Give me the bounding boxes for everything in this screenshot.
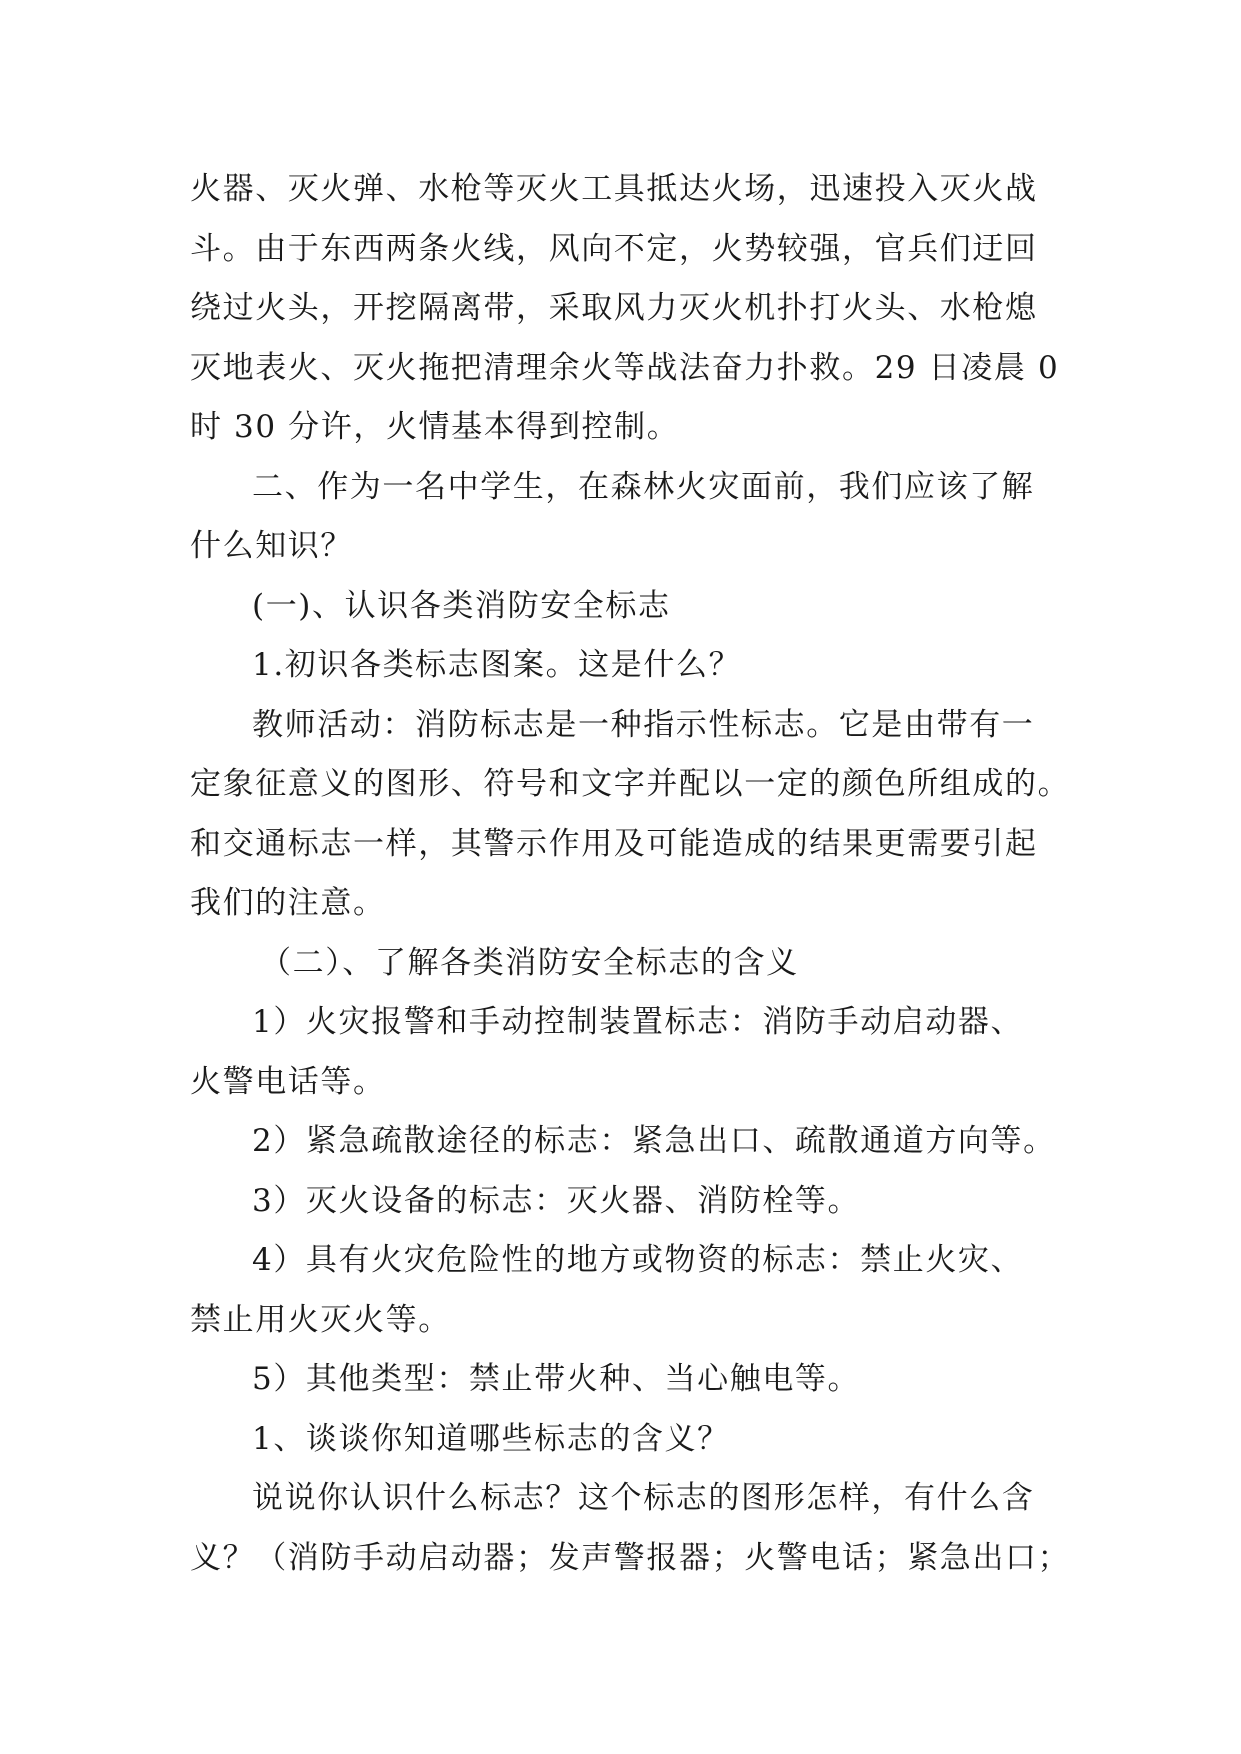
text-line: 教师活动：消防标志是一种指示性标志。它是由带有一 <box>252 706 1035 743</box>
text-line: 火器、灭火弹、水枪等灭火工具抵达火场，迅速投入灭火战 <box>190 171 1038 207</box>
list-item: 2）紧急疏散途径的标志：紧急出口、疏散通道方向等。 <box>252 1123 1056 1159</box>
list-item: 5）其他类型：禁止带火种、当心触电等。 <box>252 1361 861 1397</box>
text-line: 绕过火头，开挖隔离带，采取风力灭火机扑打火头、水枪熄 <box>190 290 1038 326</box>
list-item: 3）灭火设备的标志：灭火器、消防栓等。 <box>252 1182 861 1219</box>
text-line: 火警电话等。 <box>190 1063 386 1100</box>
document-body <box>190 160 1071 1588</box>
text-line: 1.初识各类标志图案。这是什么？ <box>252 647 742 683</box>
list-item: 1、谈谈你知道哪些标志的含义？ <box>252 1420 730 1457</box>
section-heading: 二、作为一名中学生，在森林火灾面前，我们应该了解 <box>252 468 1035 505</box>
text-line: 什么知识？ <box>190 528 353 564</box>
text-line: 和交通标志一样，其警示作用及可能造成的结果更需要引起 <box>190 825 1038 862</box>
list-item: 1）火灾报警和手动控制装置标志：消防手动启动器、 <box>252 1004 1024 1040</box>
subsection-heading: （二）、了解各类消防安全标志的含义 <box>260 944 799 981</box>
text-line: 时 30 分许，火情基本得到控制。 <box>190 409 680 445</box>
text-line: 斗。由于东西两条火线，风向不定，火势较强，官兵们迂回 <box>190 230 1038 267</box>
text-line: 说说你认识什么标志？这个标志的图形怎样，有什么含 <box>252 1480 1035 1516</box>
text-line: 灭地表火、灭火拖把清理余火等战法奋力扑救。29 日凌晨 0 <box>190 349 1060 386</box>
text-line: 定象征意义的图形、符号和文字并配以一定的颜色所组成的。 <box>190 766 1071 802</box>
text-line: 义？（消防手动启动器；发声警报器；火警电话；紧急出口； <box>190 1539 1071 1576</box>
list-item: 4）具有火灾危险性的地方或物资的标志：禁止火灾、 <box>252 1242 1024 1278</box>
text-line: 禁止用火灭火等。 <box>190 1301 451 1338</box>
text-line: 我们的注意。 <box>190 885 386 921</box>
subsection-heading: (一)、认识各类消防安全标志 <box>252 587 671 624</box>
